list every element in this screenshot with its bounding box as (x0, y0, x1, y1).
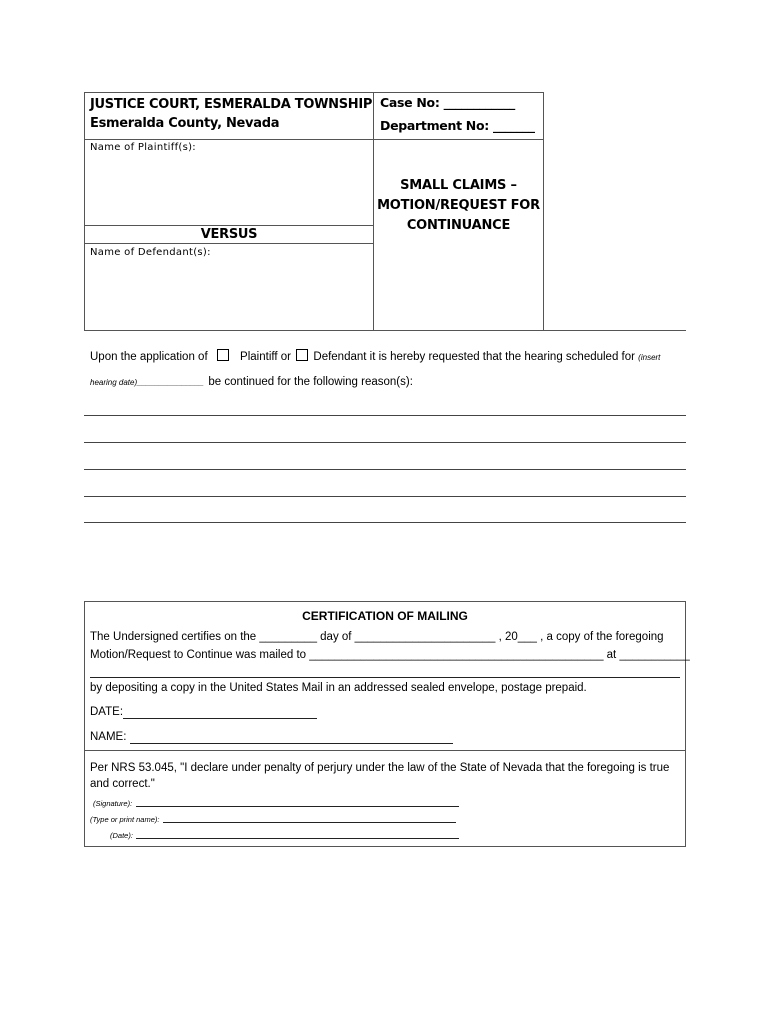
form-title-line2: MOTION/REQUEST FOR (377, 198, 540, 213)
signature-date-label: (Date): (110, 831, 133, 840)
form-title-line3: CONTINUANCE (406, 218, 511, 233)
perjury-statement-line-1: Per NRS 53.045, "I declare under penalty of perjury under the law of the State of Nevada that the foregoing is true (90, 762, 670, 774)
reason-line[interactable] (84, 496, 686, 497)
caption-bottom-border (84, 330, 686, 331)
signature-date-field[interactable] (136, 838, 459, 839)
plaintiff-label: Name of Plaintiff(s): (90, 142, 196, 153)
request-text-main: Defendant it is hereby requested that the hearing scheduled for (313, 351, 635, 363)
reason-line[interactable] (84, 469, 686, 470)
signature-label: (Signature): (93, 799, 133, 808)
certification-deposit-text: by depositing a copy in the United States Mail in an addressed sealed envelope, postage prepaid. (90, 682, 587, 694)
hearing-date-field[interactable]: hearing date)_______________ (90, 378, 204, 387)
request-line-1 (90, 349, 660, 363)
reason-line[interactable] (84, 442, 686, 443)
print-name-field[interactable] (163, 822, 456, 823)
plaintiff-name-field[interactable] (85, 156, 372, 224)
reason-line[interactable] (84, 522, 686, 523)
caption-court-divider (84, 139, 373, 140)
signature-field[interactable] (136, 806, 459, 807)
caption-case-divider (373, 139, 543, 140)
versus-bottom-line (84, 243, 373, 244)
defendant-label: Name of Defendant(s): (90, 247, 211, 258)
department-number-field[interactable]: Department No: _______ (380, 118, 535, 133)
request-text-end: be continued for the following reason(s): (208, 376, 413, 388)
name-label: NAME: (90, 731, 127, 743)
case-number-field[interactable]: Case No: ____________ (380, 95, 515, 110)
address-line[interactable] (90, 677, 680, 678)
request-line-2 (90, 372, 413, 390)
certification-line-2[interactable]: Motion/Request to Continue was mailed to ______________________________________________ at ___________ (90, 649, 690, 661)
perjury-statement-line-2: and correct." (90, 778, 155, 790)
defendant-checkbox[interactable] (296, 349, 308, 361)
date-label: DATE: (90, 706, 124, 718)
request-plaintiff-label: Plaintiff or (240, 351, 291, 363)
certification-line-1[interactable]: The Undersigned certifies on the _________ day of ______________________ , 20___ , a copy of the foregoing (90, 631, 664, 643)
court-county: Esmeralda County, Nevada (90, 116, 280, 131)
certification-title: CERTIFICATION OF MAILING (302, 609, 468, 623)
defendant-name-field[interactable] (85, 262, 372, 328)
caption-right-border (543, 92, 544, 330)
reason-line[interactable] (84, 415, 686, 416)
date-field[interactable] (123, 718, 317, 719)
versus-label: VERSUS (200, 227, 258, 242)
form-title-line1: SMALL CLAIMS – (400, 178, 517, 193)
print-name-label: (Type or print name): (90, 815, 160, 824)
form-title (374, 176, 543, 236)
insert-hint: (insert (638, 353, 661, 362)
court-name: JUSTICE COURT, ESMERALDA TOWNSHIP (90, 97, 373, 112)
name-field[interactable] (130, 743, 453, 744)
plaintiff-checkbox[interactable] (217, 349, 229, 361)
caption-top-border (84, 92, 544, 93)
request-text-intro: Upon the application of (90, 351, 208, 363)
certification-divider (84, 750, 686, 751)
